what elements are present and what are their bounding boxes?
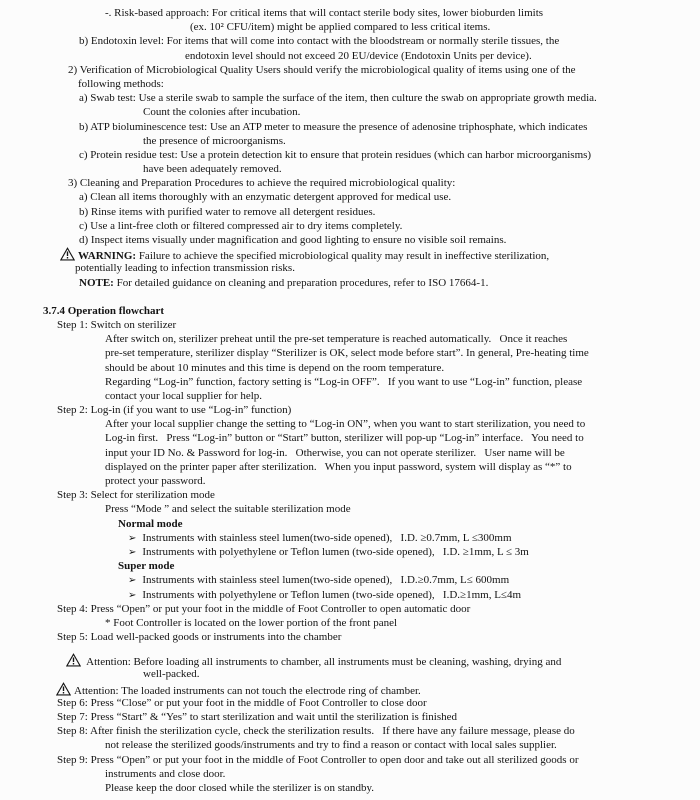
doc-line-8 xyxy=(143,105,700,119)
doc-line-22 xyxy=(57,318,700,332)
doc-line-text: Step 6: Press “Close” or put your foot in the middle of Foot Controller to close door xyxy=(57,696,427,709)
arrow-bullet-icon: ➢ xyxy=(128,546,137,558)
warning-triangle-icon xyxy=(66,653,81,667)
doc-line-text: Normal mode xyxy=(118,517,183,530)
doc-line-21 xyxy=(43,304,700,318)
doc-line-text: the presence of microorganisms. xyxy=(143,134,286,147)
doc-line-43 xyxy=(105,616,700,630)
doc-line-44 xyxy=(57,630,700,644)
doc-line-text: input your ID No. & Password for log-in. Otherwise, you can not operate sterilizer. User name will be xyxy=(105,446,565,459)
doc-line-text: After your local supplier change the setting to “Log-in ON”, when you want to start sterilization, you need to xyxy=(105,418,586,431)
doc-line-11 xyxy=(79,148,700,162)
doc-line-38 xyxy=(128,545,700,559)
doc-line-text: instruments and close door. xyxy=(105,767,226,780)
doc-line-46 xyxy=(143,667,700,681)
doc-line-text: d) Inspect items visually under magnification and good lighting to ensure no visible soil remains. xyxy=(79,234,507,246)
arrow-bullet-icon: ➢ xyxy=(128,589,137,601)
doc-line-text: Super mode xyxy=(118,560,175,573)
doc-line-35 xyxy=(105,502,700,516)
doc-line-text: have been adequately removed. xyxy=(143,163,282,176)
doc-line-text: -. Risk-based approach: For critical items that will contact sterile body sites, lower bioburden limits xyxy=(105,7,544,19)
doc-line-20 xyxy=(79,276,700,290)
doc-line-45 xyxy=(66,653,700,667)
document-body xyxy=(0,6,700,795)
bold-lead-in: WARNING: xyxy=(78,250,137,263)
doc-line-10 xyxy=(143,134,700,148)
doc-line-text: b) Endotoxin level: For items that will come into contact with the bloodstream or normally sterile tissues, the xyxy=(79,35,560,48)
doc-line-text: Failure to achieve the specified microbiological quality may result in ineffective sterilization, xyxy=(136,250,550,263)
doc-line-28 xyxy=(57,403,700,417)
doc-line-25 xyxy=(105,361,700,375)
doc-line-text: Please keep the door closed while the sterilizer is on standby. xyxy=(105,781,375,794)
doc-line-47 xyxy=(56,682,700,696)
doc-line-text: 2) Verification of Microbiological Quality Users should verify the microbiological quality of items using one of the xyxy=(68,63,576,76)
doc-line-6 xyxy=(78,77,700,91)
arrow-bullet-icon: ➢ xyxy=(128,532,137,544)
doc-line-5 xyxy=(68,63,700,77)
doc-line-16 xyxy=(79,219,700,233)
doc-line-23 xyxy=(105,332,700,346)
section-gap xyxy=(0,290,700,304)
doc-line-53 xyxy=(105,767,700,781)
doc-line-text: Step 5: Load well-packed goods or instruments into the chamber xyxy=(57,631,342,644)
doc-line-text: Step 2: Log-in (if you want to use “Log-in” function) xyxy=(57,404,292,417)
doc-line-text: displayed on the printer paper after sterilization. When you input password, system will display as “*” to xyxy=(105,460,572,473)
doc-line-34 xyxy=(57,488,700,502)
doc-line-33 xyxy=(105,474,700,488)
doc-line-37 xyxy=(128,531,700,545)
doc-line-text: After switch on, sterilizer preheat until the pre-set temperature is reached automatically. Once it reaches xyxy=(105,333,568,346)
doc-line-text: Instruments with stainless steel lumen(two-side opened), I.D.≥0.7mm, L≤ 600mm xyxy=(142,574,510,587)
doc-line-1 xyxy=(105,6,700,20)
doc-line-12 xyxy=(143,162,700,176)
doc-line-41 xyxy=(128,588,700,602)
warning-triangle-icon xyxy=(60,247,75,261)
section-gap xyxy=(0,644,700,653)
doc-line-2 xyxy=(190,20,700,34)
doc-line-text: Step 3: Select for sterilization mode xyxy=(57,489,215,502)
doc-line-text: Log-in first. Press “Log-in” button or “Start” button, sterilizer will pop-up “Log-in” interface. You need to xyxy=(105,432,584,445)
warning-triangle-icon xyxy=(56,682,71,696)
doc-line-text: 3.7.4 Operation flowchart xyxy=(43,304,164,317)
doc-line-15 xyxy=(79,205,700,219)
doc-line-text: For detailed guidance on cleaning and preparation procedures, refer to ISO 17664-1. xyxy=(113,276,489,289)
doc-line-text: Attention: The loaded instruments can not touch the electrode ring of chamber. xyxy=(74,684,421,697)
doc-line-29 xyxy=(105,417,700,431)
doc-line-text: b) Rinse items with purified water to remove all detergent residues. xyxy=(79,205,376,218)
doc-line-text: not release the sterilized goods/instruments and try to find a reason or contact with local sales supplier. xyxy=(105,739,557,752)
doc-line-text: (ex. 10² CFU/item) might be applied compared to less critical items. xyxy=(190,21,491,34)
doc-line-text: Instruments with stainless steel lumen(two-side opened), I.D. ≥0.7mm, L ≤300mm xyxy=(142,531,512,544)
doc-line-text: should be about 10 minutes and this time is depend on the room temperature. xyxy=(105,361,445,374)
doc-line-30 xyxy=(105,431,700,445)
doc-line-text: Step 1: Switch on sterilizer xyxy=(57,318,177,331)
doc-line-14 xyxy=(79,190,700,204)
doc-line-text: Regarding “Log-in” function, factory setting is “Log-in OFF”. If you want to use “Log-in” function, please xyxy=(105,375,583,388)
doc-line-9 xyxy=(79,120,700,134)
doc-line-text: potentially leading to infection transmission risks. xyxy=(75,262,295,275)
doc-line-19 xyxy=(75,261,700,275)
doc-line-3 xyxy=(79,34,700,48)
doc-line-text: endotoxin level should not exceed 20 EU/device (Endotoxin Units per device). xyxy=(185,49,532,62)
doc-line-54 xyxy=(105,781,700,795)
doc-line-text: Attention: Before loading all instruments to chamber, all instruments must be cleaning, washing, drying and xyxy=(84,656,562,669)
doc-line-31 xyxy=(105,446,700,460)
doc-line-42 xyxy=(57,602,700,616)
doc-line-text: pre-set temperature, sterilizer display “Sterilizer is OK, select mode before start”. In general, Pre-heating time xyxy=(105,347,589,360)
doc-line-text: Count the colonies after incubation. xyxy=(143,106,301,119)
doc-line-text: Step 9: Press “Open” or put your foot in the middle of Foot Controller to open door and take out all sterilized goods or xyxy=(57,753,579,766)
doc-line-text: following methods: xyxy=(78,77,164,90)
doc-line-text: contact your local supplier for help. xyxy=(105,389,263,402)
doc-line-7 xyxy=(79,91,700,105)
doc-line-text: Instruments with polyethylene or Teflon lumen (two-side opened), I.D.≥1mm, L≤4m xyxy=(142,588,522,601)
arrow-bullet-icon: ➢ xyxy=(128,575,137,587)
doc-line-36 xyxy=(118,517,700,531)
doc-line-18 xyxy=(60,247,700,261)
doc-line-text: Step 4: Press “Open” or put your foot in the middle of Foot Controller to open automatic door xyxy=(57,602,471,615)
doc-line-text: well-packed. xyxy=(143,668,200,681)
doc-line-39 xyxy=(118,559,700,573)
doc-line-17 xyxy=(79,233,700,247)
doc-line-48 xyxy=(57,696,700,710)
doc-line-text: Instruments with polyethylene or Teflon lumen (two-side opened), I.D. ≥1mm, L ≤ 3m xyxy=(142,545,529,558)
doc-line-13 xyxy=(68,176,700,190)
doc-line-text: a) Swab test: Use a sterile swab to sample the surface of the item, then culture the swab on appropriate growth media. xyxy=(79,92,597,105)
bold-lead-in: NOTE: xyxy=(79,276,114,289)
doc-line-text: Step 8: After finish the sterilization cycle, check the sterilization results. If there have any failure message, please do xyxy=(57,725,575,738)
doc-line-text: protect your password. xyxy=(105,475,206,487)
doc-line-text: Press “Mode ” and select the suitable sterilization mode xyxy=(105,503,351,516)
doc-line-text: c) Use a lint-free cloth or filtered compressed air to dry items completely. xyxy=(79,219,403,232)
doc-line-4 xyxy=(185,49,700,63)
doc-line-26 xyxy=(105,375,700,389)
doc-line-text: Step 7: Press “Start” & “Yes” to start sterilization and wait until the sterilization is finished xyxy=(57,711,458,723)
doc-line-text: * Foot Controller is located on the lower portion of the front panel xyxy=(105,616,398,629)
doc-line-text: c) Protein residue test: Use a protein detection kit to ensure that protein residues (which can harbor microorganisms) xyxy=(79,148,592,161)
doc-line-text: b) ATP bioluminescence test: Use an ATP meter to measure the presence of adenosine triphosphate, which indicates xyxy=(79,120,588,133)
doc-line-27 xyxy=(105,389,700,403)
doc-line-text: a) Clean all items thoroughly with an enzymatic detergent approved for medical use. xyxy=(79,191,452,204)
doc-line-24 xyxy=(105,346,700,360)
doc-line-text: 3) Cleaning and Preparation Procedures to achieve the required microbiological quality: xyxy=(68,177,456,190)
doc-line-51 xyxy=(105,738,700,752)
doc-line-52 xyxy=(57,753,700,767)
doc-line-32 xyxy=(105,460,700,474)
doc-line-49 xyxy=(57,710,700,724)
doc-line-40 xyxy=(128,573,700,587)
doc-line-50 xyxy=(57,724,700,738)
